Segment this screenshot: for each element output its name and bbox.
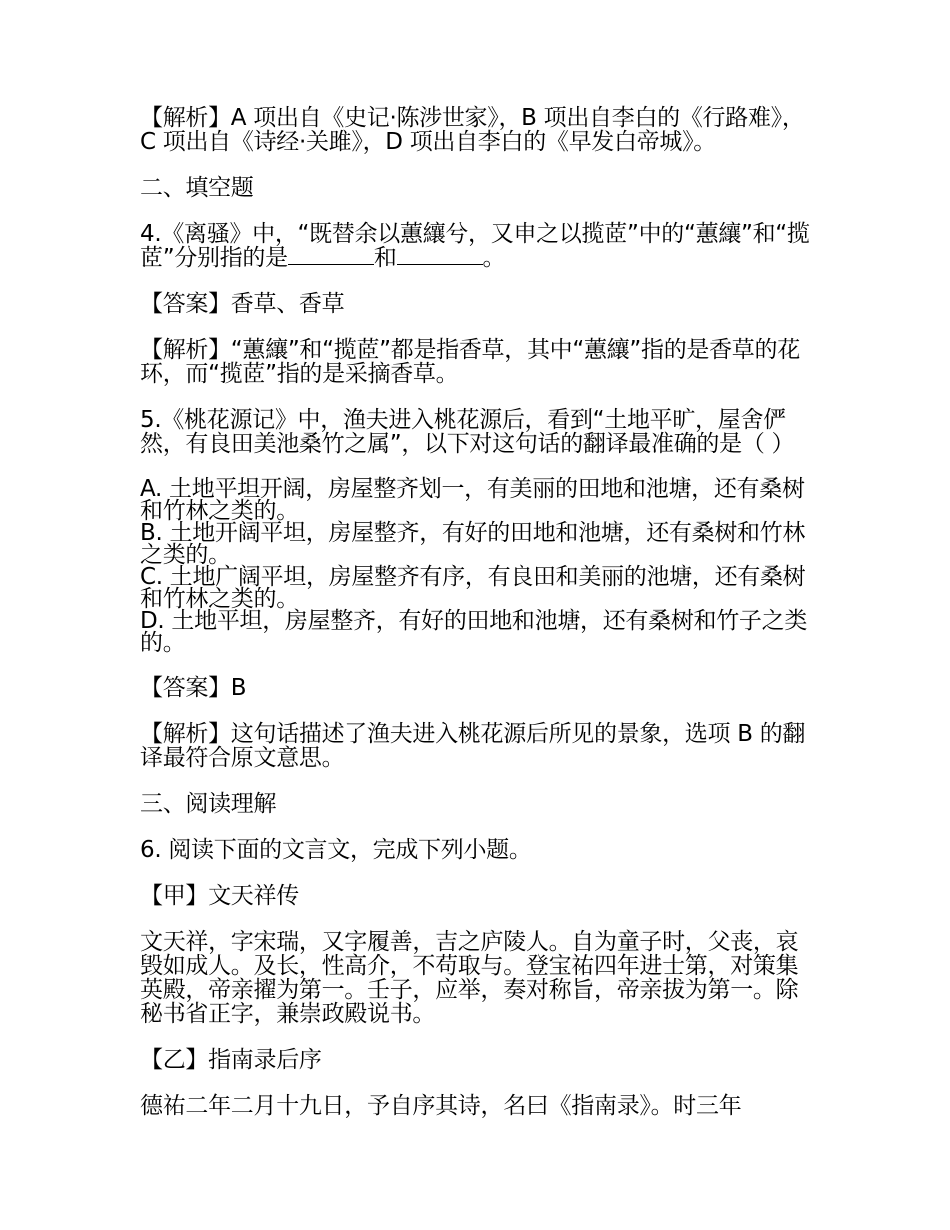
q3-analysis: 【解析】A 项出自《史记·陈涉世家》，B 项出自李白的《行路难》，C 项出自《诗经·关雎》，D 项出自李白的《早发白帝城》。 [140,105,805,155]
q5-answer: 【答案】B [140,675,247,701]
section-3-title: 三、阅读理解 [140,791,277,817]
q4-question-text: 4.《离骚》中，“既替余以蕙纕兮，又申之以揽茝”中的“蕙纕”和“揽茝”分别指的是 [140,221,810,271]
q4-analysis: 【解析】“蕙纕”和“揽茝”都是指香草，其中“蕙纕”指的是香草的花环，而“揽茝”指的是采摘香草。 [140,337,800,387]
section-2-title: 二、填空题 [140,175,254,201]
q5-option-c: C. 土地广阔平坦，房屋整齐有序，有良田和美丽的池塘，还有桑树和竹林之类的。 [140,564,806,612]
q5-option-a: A. 土地平坦开阔，房屋整齐划一，有美丽的田地和池塘，还有桑树和竹林之类的。 [140,476,805,524]
q5-option-d: D. 土地平坦，房屋整齐，有好的田地和池塘，还有桑树和竹子之类的。 [140,608,808,656]
q5-options [140,478,812,654]
q6-jia-text: 文天祥，字宋瑞，又字履善，吉之庐陵人。自为童子时，父丧，哀毁如成人。及长，性高介，不苟取与。登宝祐四年进士第，对策集英殿，帝亲擢为第一。壬子，应举，奏对称旨，帝亲拔为第一。除秘书省正字，兼崇政殿说书。 [140,929,799,1027]
q5-option-b: B. 土地开阔平坦，房屋整齐，有好的田地和池塘，还有桑树和竹林之类的。 [140,520,806,568]
q6-prompt: 6. 阅读下面的文言文，完成下列小题。 [140,837,532,863]
document-page [140,106,812,1118]
q4-blank-1 [288,246,374,265]
q4-and: 和 [373,245,397,271]
q6-jia-title: 【甲】文天祥传 [140,883,299,909]
q6-yi-text: 德祐二年二月十九日，予自序其诗，名曰《指南录》。时三年 [140,1093,742,1119]
q4-question [140,222,812,270]
q6-yi-title: 【乙】指南录后序 [140,1047,322,1073]
q5-question: 5.《桃花源记》中，渔夫进入桃花源后，看到“土地平旷，屋舍俨然，有良田美池桑竹之属”，以下对这句话的翻译最准确的是（ ） [140,407,795,457]
q4-blank-2 [397,246,483,265]
q4-end: 。 [482,245,506,271]
q5-analysis: 【解析】这句话描述了渔夫进入桃花源后所见的景象，选项 B 的翻译最符合原文意思。 [140,721,806,771]
q4-answer: 【答案】香草、香草 [140,291,345,317]
